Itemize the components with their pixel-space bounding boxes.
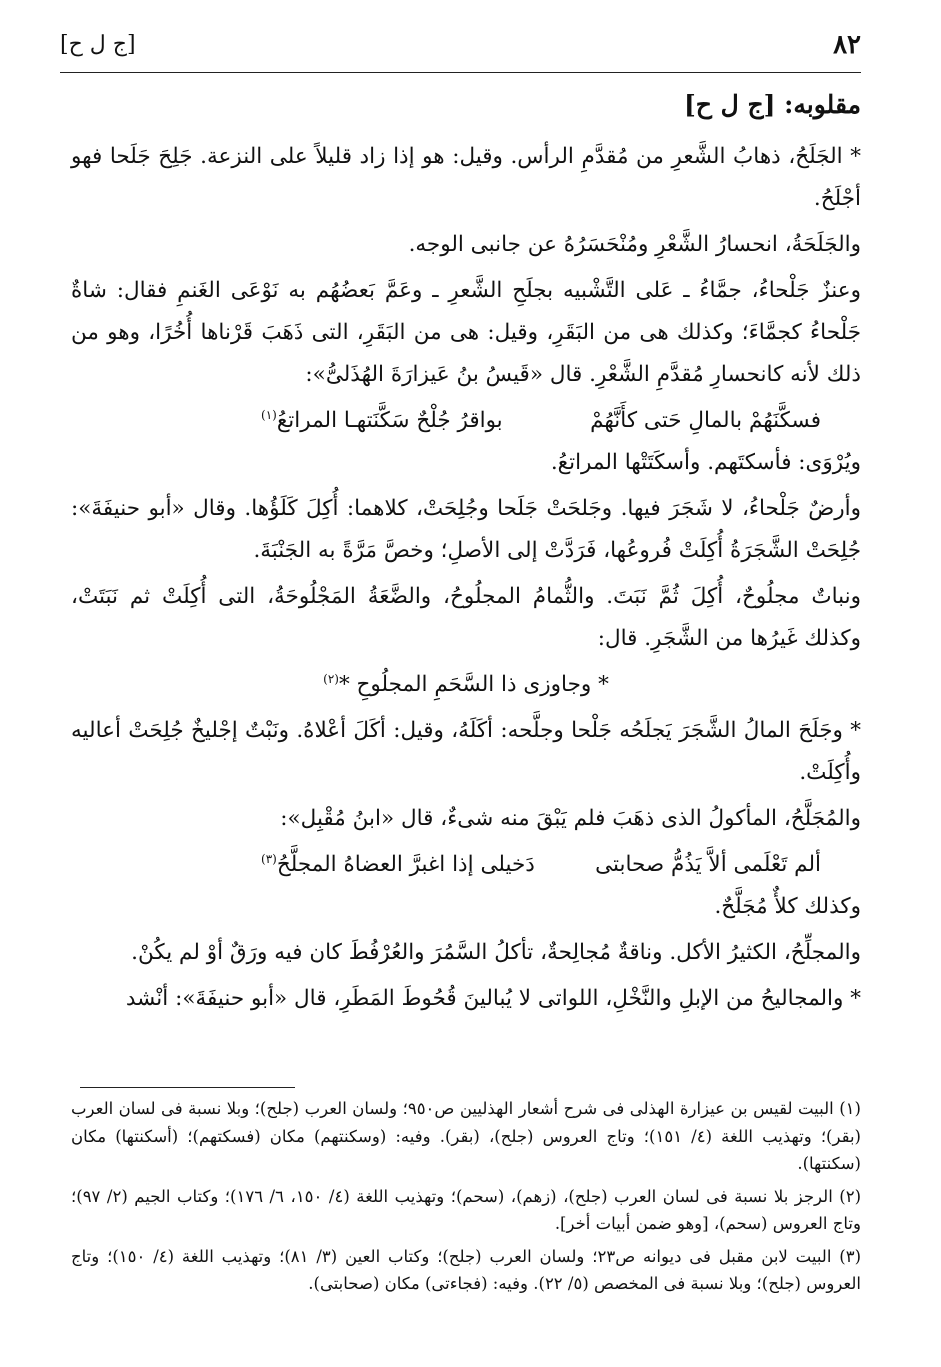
verse-text: دَخيلى إذا اغبرَّ العضاهُ المجلَّحُ bbox=[276, 852, 535, 877]
verse-second-hemistich bbox=[261, 844, 535, 886]
paragraph: ويُرْوَى: فأسكتَهم. وأسكَتَتْها المراتعُ. bbox=[550, 450, 861, 475]
verse-second-hemistich bbox=[261, 400, 503, 442]
footnote: (١) البيت لقيس بن عيزارة الهذلى فى شرح أشعار الهذليين ص٩٥٠؛ ولسان العرب (جلح)؛ وبلا نسبة فى لسان العرب (بقر)؛ وتهذيب اللغة (٤/ ١٥١)؛ وتاج العروس (جلح)، (بقر). وفيه: (وسكنتهم) مكان (فسكتهم)؛ (أسكنتها) مكان (سكنتها). bbox=[71, 1099, 861, 1173]
footnote-ref[interactable]: (٣) bbox=[261, 851, 277, 866]
paragraph: والجَلَحَةُ، انحسارُ الشَّعْرِ ومُنْحَسَرُهُ عن جانبى الوجه. bbox=[408, 232, 861, 257]
footnote-ref[interactable]: (٢) bbox=[323, 671, 339, 686]
verse-text: بواقرُ جُلْحٌ سَكَّنَتهـا المراتعُ bbox=[276, 408, 503, 433]
header-rule bbox=[60, 72, 861, 73]
verse-first-hemistich: فسكَّنَهُمْ بالمالِ حَتى كأَنَّهُمْ bbox=[590, 408, 821, 433]
rajaz-text: * وجاوزى ذا السَّحَمِ المجلُوحِ * bbox=[338, 672, 609, 697]
paragraph: * الجَلَحُ، ذهابُ الشَّعرِ من مُقدَّمِ الرأس. وقيل: هو إذا زاد قليلاً على النزعة. جَلِحَ جَلَحا فهو أجْلَحُ. bbox=[71, 144, 861, 211]
footnotes bbox=[71, 1095, 861, 1303]
verse-first-hemistich: ألم تَعْلَمى ألاَّ يَذُمُّ صحابتى bbox=[595, 852, 821, 877]
paragraph: وعنزٌ جَلْحاءُ، جمَّاءُ ـ عَلى التَّشْبيه بجلَحِ الشَّعرِ ـ وعَمَّ بَعضُهُم به نَوْعَى الغَنمِ فقال: شاةٌ جَلْحاءُ كجمَّاءَ؛ وكذلك هى من البَقَرِ، وقيل: هى من البَقَرِ، التى ذَهَبَ قَرْناها أُخُرًا، وهو من ذلك لأنه كانحسارِ مُقدَّمِ الشَّعْرِ. قال «قَيسُ بنُ عَيزارَةَ الهُذَلىُّ»: bbox=[71, 278, 861, 387]
paragraph: ونباتٌ مجلُوحٌ، أُكِلَ ثُمَّ نَبَتَ. والثُّمامُ المجلُوحُ، والضَّعَةُ المَجْلُوحَةُ، التى أُكِلَتْ ثم نَبَتَتْ، وكذلك غَيرُها من الشَّجَرِ. قال: bbox=[71, 584, 861, 651]
verse-line bbox=[261, 400, 821, 442]
paragraph: والمجلِّحُ، الكثيرُ الأكل. وناقةٌ مُجالِحةٌ، تأكلُ السَّمُرَ والعُرْفُطَ كان فيه ورَقٌ أوْ لم يكُنْ. bbox=[131, 940, 861, 965]
footnote: (٢) الرجز بلا نسبة فى لسان العرب (جلح)، (زهم)، (سحم)؛ وتهذيب اللغة (٤/ ١٥٠، ٦/ ١٧٦)؛ وكتاب الجيم (٢/ ٩٧)؛ وتاج العروس (سحم)، [وهو ضمن أبيات أخر]. bbox=[71, 1186, 862, 1233]
footnote: (٣) البيت لابن مقبل فى ديوانه ص٢٣؛ ولسان العرب (جلح)؛ وكتاب العين (٣/ ٨١)؛ وتهذيب اللغة (٤/ ١٥٠)؛ وتاج العروس (جلح)؛ وبلا نسبة فى المخصص (٥/ ٢٢). وفيه: (فجاءتى) مكان (صحابتى). bbox=[71, 1246, 862, 1293]
footnote-rule bbox=[80, 1087, 295, 1088]
main-text bbox=[71, 136, 861, 1024]
paragraph: وأرضٌ جَلْحاءُ، لا شَجَرَ فيها. وجَلحَتْ جَلَحا وجُلِحَتْ، كلاهما: أُكِلَ كَلَؤُها. وقال «أبو حنيفَةَ»: جُلِحَتْ الشَّجَرَةُ أُكِلَتْ فُروعُها، فَرَدَّتْ إلى الأصلِ؛ وخصَّ مَرَّةً به الجَنْبَةَ. bbox=[71, 496, 861, 563]
footnote-ref[interactable]: (١) bbox=[261, 407, 277, 422]
paragraph: * والمجاليحُ من الإبلِ والنَّخْلِ، اللواتى لا يُبالينَ قُحُوطَ المَطَرِ، قال «أبو حنيفَةَ»: أنْشد bbox=[125, 986, 861, 1011]
rajaz-line bbox=[71, 664, 861, 706]
page-number: ٨٢ bbox=[833, 30, 861, 60]
paragraph: والمُجَلَّحُ، المأكولُ الذى ذهَبَ فلم يَبْقَ منه شىءٌ، قال «ابنُ مُقْبِل»: bbox=[280, 806, 861, 831]
paragraph: وكذلك كلأٌ مُجَلَّحٌ. bbox=[714, 894, 861, 919]
section-title: مقلوبه: [ج ل ح] bbox=[683, 90, 861, 119]
page-header bbox=[60, 30, 861, 68]
running-head: [ج ل ح] bbox=[60, 32, 136, 57]
paragraph: * وجَلَحَ المالُ الشَّجَرَ يَجلَحُه جَلْحا وجلَّحه: أكَلَهُ، وقيل: أكَلَ أعْلاهُ. ونَبْتٌ إجْليخٌ جُلِحَتْ أعاليه وأُكِلَتْ. bbox=[71, 718, 861, 785]
verse-line bbox=[261, 844, 821, 886]
